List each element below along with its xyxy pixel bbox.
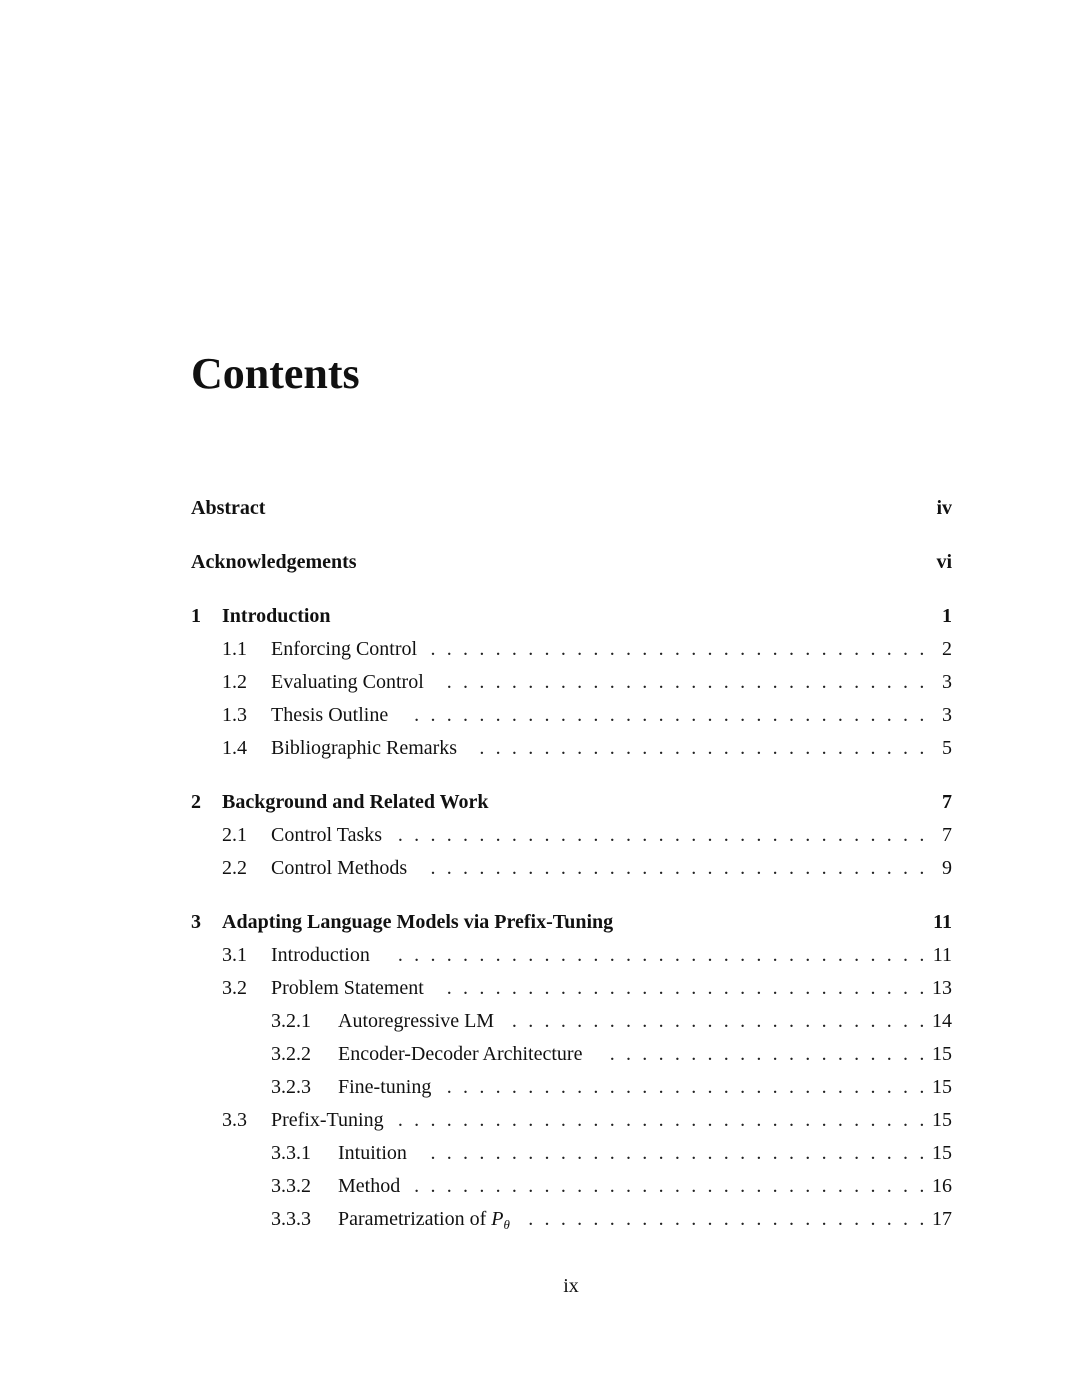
toc-leader-dots: . . . . . . . . . . . . . . . . . . . . . . . . . . (511, 1010, 925, 1032)
toc-entry-title (222, 908, 613, 936)
toc-entry-page: 13 (932, 977, 952, 999)
toc-entry-page: vi (936, 551, 952, 573)
toc-subsection-entry[interactable] (0, 1139, 1080, 1167)
toc-entry-title-text: Introduction (222, 605, 331, 627)
toc-section-entry[interactable] (0, 635, 1080, 663)
toc-entry-title (338, 1139, 407, 1167)
toc-section-entry[interactable] (0, 941, 1080, 969)
toc-leader-dots: . . . . . . . . . . . . . . . . . . . . . . . . . . . . . . (446, 671, 925, 693)
toc-chapter-entry[interactable] (0, 602, 1080, 630)
toc-section-entry[interactable] (0, 734, 1080, 762)
toc-entry-number: 3.1 (222, 944, 247, 966)
toc-entry-page: iv (936, 497, 952, 519)
toc-entry-page: 11 (933, 911, 952, 933)
toc-leader-dots: . . . . . . . . . . . . . . . . . . . . . . . . . . . . . . . . . (397, 1109, 925, 1131)
toc-entry-title-text: Enforcing Control (271, 638, 418, 660)
toc-entry-number: 3.2.3 (271, 1076, 311, 1098)
toc-entry-title-text: Thesis Outline (271, 704, 389, 726)
toc-leader-dots: . . . . . . . . . . . . . . . . . . . . . . . . . . . . . . . (430, 857, 925, 879)
toc-entry-page: 16 (932, 1175, 952, 1197)
toc-entry-title-text: Adapting Language Models via Prefix-Tuning (222, 911, 614, 933)
toc-entry-title-text: Introduction (271, 944, 370, 966)
toc-entry-title-text: Bibliographic Remarks (271, 737, 458, 759)
toc-frontmatter-entry[interactable] (0, 548, 1080, 576)
toc-entry-title-text: Method (338, 1175, 401, 1197)
toc-leader-dots: . . . . . . . . . . . . . . . . . . . . (609, 1043, 925, 1065)
toc-entry-number: 1.2 (222, 671, 247, 693)
toc-entry-page: 3 (942, 671, 952, 693)
toc-entry-title (191, 548, 357, 576)
toc-entry-title (338, 1205, 510, 1239)
toc-entry-page: 15 (932, 1076, 952, 1098)
math-variable: P (491, 1208, 504, 1230)
toc-entry-number: 1.4 (222, 737, 247, 759)
toc-subsection-entry[interactable] (0, 1172, 1080, 1200)
toc-leader-dots: . . . . . . . . . . . . . . . . . . . . . . . . . . . . . . . (430, 638, 925, 660)
toc-entry-title (271, 635, 417, 663)
toc-subsection-entry[interactable] (0, 1007, 1080, 1035)
toc-entry-number: 3.3 (222, 1109, 247, 1131)
toc-entry-number: 3.3.1 (271, 1142, 311, 1164)
toc-entry-title-text: Intuition (338, 1142, 407, 1164)
toc-entry-number: 2.1 (222, 824, 247, 846)
toc-entry-title (271, 701, 388, 729)
page-number: ix (563, 1275, 579, 1297)
toc-entry-title (271, 668, 424, 696)
math-subscript: θ (503, 1217, 510, 1232)
toc-entry-title-text: Abstract (191, 497, 266, 519)
toc-entry-number: 2 (191, 791, 201, 813)
toc-entry-page: 15 (932, 1142, 952, 1164)
toc-entry-title-text: Evaluating Control (271, 671, 424, 693)
toc-leader-dots: . . . . . . . . . . . . . . . . . . . . . . . . . . . . (479, 737, 925, 759)
toc-entry-title (271, 1106, 384, 1134)
toc-entry-page: 14 (932, 1010, 952, 1032)
toc-section-entry[interactable] (0, 821, 1080, 849)
toc-leader-dots: . . . . . . . . . . . . . . . . . . . . . . . . . (528, 1208, 925, 1230)
toc-entry-title (222, 788, 489, 816)
toc-entry-page: 1 (942, 605, 952, 627)
toc-entry-title (338, 1172, 400, 1200)
toc-leader-dots: . . . . . . . . . . . . . . . . . . . . . . . . . . . . . . . . . (397, 944, 925, 966)
toc-entry-title (271, 734, 457, 762)
toc-entry-number: 3.2.2 (271, 1043, 311, 1065)
toc-entry-title-text: Encoder-Decoder Architecture (338, 1043, 583, 1065)
toc-entry-title (338, 1040, 582, 1068)
toc-subsection-entry[interactable] (0, 1205, 1080, 1233)
toc-entry-title-text: Control Methods (271, 857, 408, 879)
toc-entry-title (271, 854, 407, 882)
toc-entry-title-text: Background and Related Work (222, 791, 489, 813)
toc-entry-page: 7 (942, 824, 952, 846)
toc-entry-title (222, 602, 331, 630)
toc-entry-title (338, 1007, 494, 1035)
toc-entry-number: 2.2 (222, 857, 247, 879)
toc-subsection-entry[interactable] (0, 1040, 1080, 1068)
toc-entry-number: 1.1 (222, 638, 247, 660)
toc-leader-dots: . . . . . . . . . . . . . . . . . . . . . . . . . . . . . . . . (414, 704, 925, 726)
toc-entry-page: 5 (942, 737, 952, 759)
toc-entry-number: 3.3.3 (271, 1208, 311, 1230)
toc-chapter-entry[interactable] (0, 908, 1080, 936)
toc-leader-dots: . . . . . . . . . . . . . . . . . . . . . . . . . . . . . . . . . (397, 824, 925, 846)
toc-entry-title (271, 821, 382, 849)
toc-frontmatter-entry[interactable] (0, 494, 1080, 522)
toc-entry-page: 17 (932, 1208, 952, 1230)
toc-subsection-entry[interactable] (0, 1073, 1080, 1101)
toc-entry-title-text: Prefix-Tuning (271, 1109, 384, 1131)
toc-entry-title (271, 941, 370, 969)
toc-entry-title (191, 494, 265, 522)
toc-leader-dots: . . . . . . . . . . . . . . . . . . . . . . . . . . . . . . . . (414, 1175, 925, 1197)
toc-chapter-entry[interactable] (0, 788, 1080, 816)
toc-section-entry[interactable] (0, 974, 1080, 1002)
toc-entry-title-text: Autoregressive LM (338, 1010, 495, 1032)
toc-entry-number: 3 (191, 911, 201, 933)
toc-entry-title-text: Acknowledgements (191, 551, 357, 573)
toc-leader-dots: . . . . . . . . . . . . . . . . . . . . . . . . . . . . . . (446, 1076, 925, 1098)
toc-entry-title (271, 974, 424, 1002)
toc-leader-dots: . . . . . . . . . . . . . . . . . . . . . . . . . . . . . . . (430, 1142, 925, 1164)
toc-entry-page: 11 (932, 944, 952, 966)
toc-entry-title-text: Parametrization of (338, 1208, 492, 1230)
toc-entry-number: 3.2.1 (271, 1010, 311, 1032)
toc-entry-number: 3.2 (222, 977, 247, 999)
toc-leader-dots: . . . . . . . . . . . . . . . . . . . . . . . . . . . . . . (446, 977, 925, 999)
toc-entry-number: 3.3.2 (271, 1175, 311, 1197)
toc-entry-number: 1.3 (222, 704, 247, 726)
toc-entry-page: 3 (942, 704, 952, 726)
toc-entry-page: 15 (932, 1109, 952, 1131)
toc-entry-page: 15 (932, 1043, 952, 1065)
page-title: Contents (191, 349, 360, 398)
toc-section-entry[interactable] (0, 1106, 1080, 1134)
toc-section-entry[interactable] (0, 701, 1080, 729)
toc-entry-number: 1 (191, 605, 201, 627)
toc-section-entry[interactable] (0, 854, 1080, 882)
toc-entry-title-text: Problem Statement (271, 977, 424, 999)
toc-entry-page: 2 (942, 638, 952, 660)
toc-entry-title (338, 1073, 431, 1101)
toc-section-entry[interactable] (0, 668, 1080, 696)
toc-entry-title-text: Control Tasks (271, 824, 383, 846)
toc-entry-page: 9 (942, 857, 952, 879)
toc-entry-page: 7 (942, 791, 952, 813)
toc-entry-title-text: Fine-tuning (338, 1076, 432, 1098)
